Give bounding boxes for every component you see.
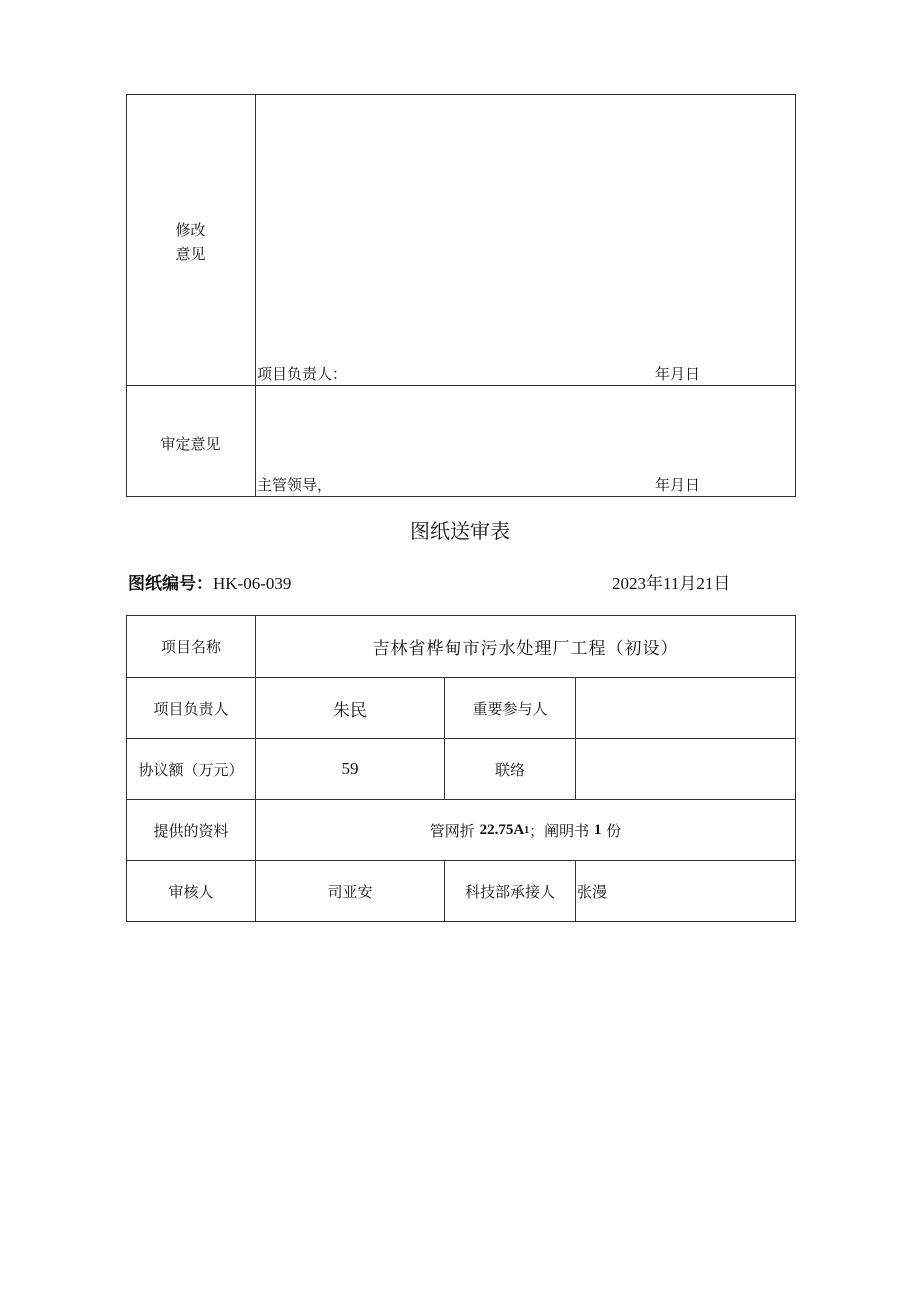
agreement-amount-label: 协议额（万元）	[126, 738, 256, 800]
materials-num: 22.75A	[479, 821, 525, 838]
review-opinion-area[interactable]	[257, 388, 793, 468]
modify-opinion-label	[126, 218, 255, 266]
project-lead-label: 项目负责人	[126, 677, 256, 739]
date-label-1: 年月日	[655, 365, 701, 383]
modify-label-line2: 意见	[175, 245, 206, 263]
key-participant-label: 重要参与人	[444, 677, 576, 739]
materials-suffix: 份	[601, 821, 622, 840]
key-participant-value[interactable]	[575, 677, 796, 739]
materials-sep: ；阐明书	[529, 821, 594, 840]
project-lead-signature-label: 项目负责人：	[257, 365, 348, 383]
review-opinion-label: 审定意见	[160, 435, 221, 453]
drawing-number-label: 图纸编号：	[128, 574, 213, 594]
drawing-number	[128, 569, 291, 594]
submission-date: 2023年11月21日	[612, 574, 731, 593]
provided-materials-value	[255, 799, 796, 861]
reviewer-value: 司亚安	[255, 860, 445, 922]
project-lead-value: 朱民	[255, 677, 445, 739]
project-name-label: 项目名称	[126, 615, 256, 678]
materials-prefix: 管网折	[429, 821, 480, 840]
tech-dept-receiver-label: 科技部承接人	[444, 860, 576, 922]
drawing-number-value: HK-06-039	[213, 574, 292, 593]
supervisor-signature-label: 主管领导，	[257, 476, 333, 494]
provided-materials-label: 提供的资料	[126, 799, 256, 861]
materials-sub: 1	[524, 824, 530, 836]
modify-opinion-area[interactable]	[257, 96, 793, 356]
reviewer-label: 审核人	[126, 860, 256, 922]
page-title: 图纸送审表	[410, 519, 510, 543]
agreement-amount-value: 59	[255, 738, 445, 800]
tech-dept-receiver-value: 张漫	[575, 860, 796, 922]
contact-value[interactable]	[575, 738, 796, 800]
materials-count: 1	[593, 821, 602, 838]
modify-label-line1: 修改	[175, 221, 206, 239]
contact-label: 联络	[444, 738, 576, 800]
review-table-row-divider	[126, 385, 796, 386]
review-table-divider	[255, 94, 256, 497]
project-name-value: 吉林省桦甸市污水处理厂工程（初设）	[255, 615, 796, 678]
date-label-2: 年月日	[655, 476, 701, 494]
